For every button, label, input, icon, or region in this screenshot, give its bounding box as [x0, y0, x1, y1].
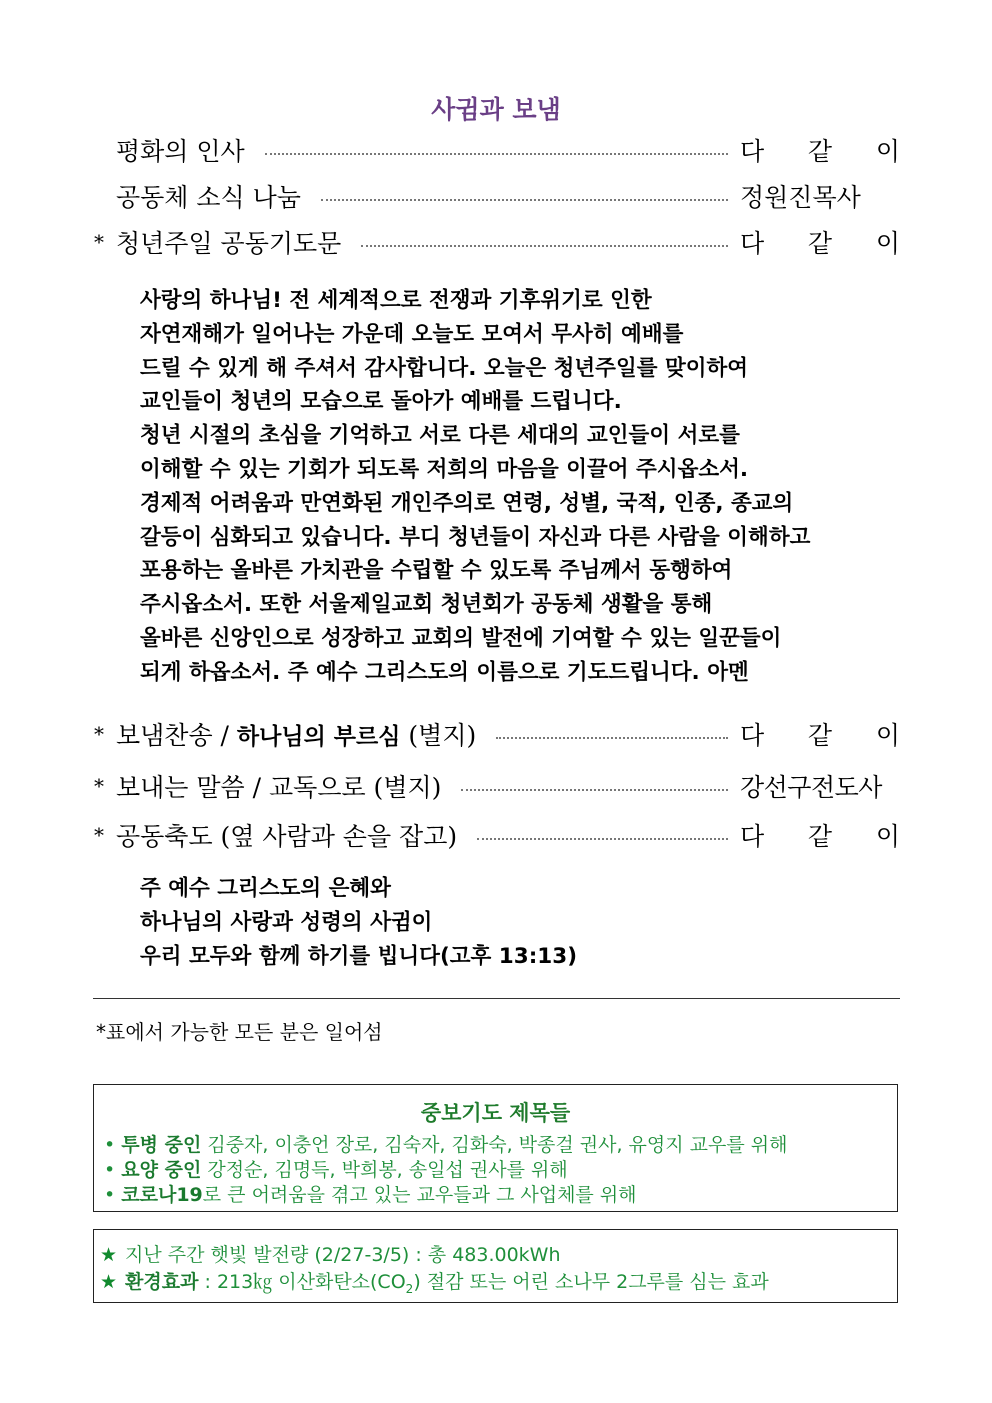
benediction-text	[140, 872, 900, 973]
prayer-line: 청년 시절의 초심을 기억하고 서로 다른 세대의 교인들이 서로를	[140, 423, 740, 449]
prayer-line: 올바른 신앙인으로 성장하고 교회의 발전에 기여할 수 있는 일꾼들이	[140, 625, 782, 651]
item-head: 요양 중인	[121, 1159, 202, 1181]
standing-footnote: *표에서 가능한 모든 분은 일어섬	[96, 1020, 383, 1044]
intercession-box	[93, 1084, 898, 1212]
star-icon: ★	[100, 1244, 118, 1266]
prayer-line: 교인들이 청년의 모습으로 돌아가 예배를 드립니다.	[140, 389, 622, 415]
order-label: 공동체 소식 나눔	[116, 183, 301, 212]
effect-head: 환경효과	[125, 1271, 199, 1293]
order-row-sending-word	[94, 766, 900, 806]
item-head: 투병 중인	[121, 1134, 202, 1156]
star-icon: ★	[100, 1271, 118, 1293]
hymn-title: 하나님의 부르심	[236, 724, 401, 750]
dot-leader	[461, 789, 728, 791]
order-label: 청년주일 공동기도문	[116, 229, 342, 258]
order-row-news	[94, 176, 900, 216]
benediction-line: 하나님의 사랑과 성령의 사귐이	[140, 909, 433, 935]
prayer-line: 주시옵소서. 또한 서울제일교회 청년회가 공동체 생활을 통해	[140, 592, 713, 618]
divider	[93, 998, 900, 999]
order-leader-name: 정원진목사	[740, 183, 861, 212]
order-label: 공동축도 (옆 사람과 손을 잡고)	[116, 822, 458, 851]
prayer-line: 되게 하옵소서. 주 예수 그리스도의 이름으로 기도드립니다. 아멘	[140, 659, 749, 685]
standing-mark: *	[94, 722, 104, 746]
prayer-line: 사랑의 하나님! 전 세계적으로 전쟁과 기후위기로 인한	[140, 288, 652, 313]
prayer-line: 드릴 수 있게 해 주셔서 감사합니다. 오늘은 청년주일를 맞이하여	[140, 355, 749, 381]
benediction-line: 주 예수 그리스도의 은혜와	[140, 876, 391, 901]
intercession-title: 중보기도 제목들	[420, 1101, 571, 1125]
order-label: 보냄찬송 / 하나님의 부르심 (별지)	[116, 721, 477, 750]
intercession-item: • 투병 중인 김중자, 이충언 장로, 김숙자, 김화숙, 박종걸 권사, 유영지 교우를 위해	[104, 1134, 788, 1156]
standing-mark: *	[94, 774, 104, 798]
prayer-line: 자연재해가 일어나는 가운데 오늘도 모여서 무사히 예배를	[140, 321, 684, 347]
order-row-greeting	[94, 130, 900, 170]
order-label: 보내는 말씀 / 교독으로 (별지)	[116, 773, 442, 802]
environmental-effect-line: ★ 환경효과 : 213㎏ 이산화탄소$(CO_2)$ 절감 또는 어린 소나무 2그루를 심는 효과	[100, 1271, 769, 1296]
youth-sunday-prayer	[140, 284, 900, 690]
dot-leader	[477, 838, 728, 840]
order-row-benediction	[94, 815, 900, 855]
order-leader-name: 다 같 이	[740, 229, 900, 258]
section-title: 사귐과 보냄	[431, 95, 561, 124]
order-row-sending-hymn	[94, 714, 900, 754]
prayer-line: 경제적 어려움과 만연화된 개인주의로 연령, 성별, 국적, 인종, 종교의	[140, 490, 794, 516]
intercession-item: • 요양 중인 강정순, 김명득, 박희봉, 송일섭 권사를 위해	[104, 1159, 568, 1181]
dot-leader	[265, 153, 728, 155]
prayer-line: 포용하는 올바른 가치관을 수립할 수 있도록 주님께서 동행하여	[140, 558, 733, 584]
order-row-youth-prayer	[94, 222, 900, 262]
intercession-item: • 코로나19로 큰 어려움을 겪고 있는 교우들과 그 사업체를 위해	[104, 1184, 637, 1206]
dot-leader	[361, 245, 728, 247]
order-leader-name: 다 같 이	[740, 822, 900, 851]
order-leader-name: 다 같 이	[740, 721, 900, 750]
prayer-line: 이해할 수 있는 기회가 되도록 저희의 마음을 이끌어 주시옵소서.	[140, 456, 749, 482]
dot-leader	[496, 737, 728, 739]
item-head: 코로나19	[121, 1184, 203, 1206]
solar-output-line: ★ 지난 주간 햇빛 발전량 (2/27-3/5) : 총 483.00kWh	[100, 1244, 561, 1266]
standing-mark: *	[94, 230, 104, 254]
order-leader-name: 다 같 이	[740, 137, 900, 166]
order-leader-name: 강선구전도사	[740, 773, 882, 802]
prayer-line: 갈등이 심화되고 있습니다. 부디 청년들이 자신과 다른 사람을 이해하고	[140, 524, 811, 550]
benediction-line: 우리 모두와 함께 하기를 빕니다(고후 13:13)	[140, 943, 578, 969]
order-label: 평화의 인사	[116, 137, 245, 166]
dot-leader	[321, 199, 728, 201]
solar-power-box	[93, 1229, 898, 1303]
standing-mark: *	[94, 823, 104, 847]
